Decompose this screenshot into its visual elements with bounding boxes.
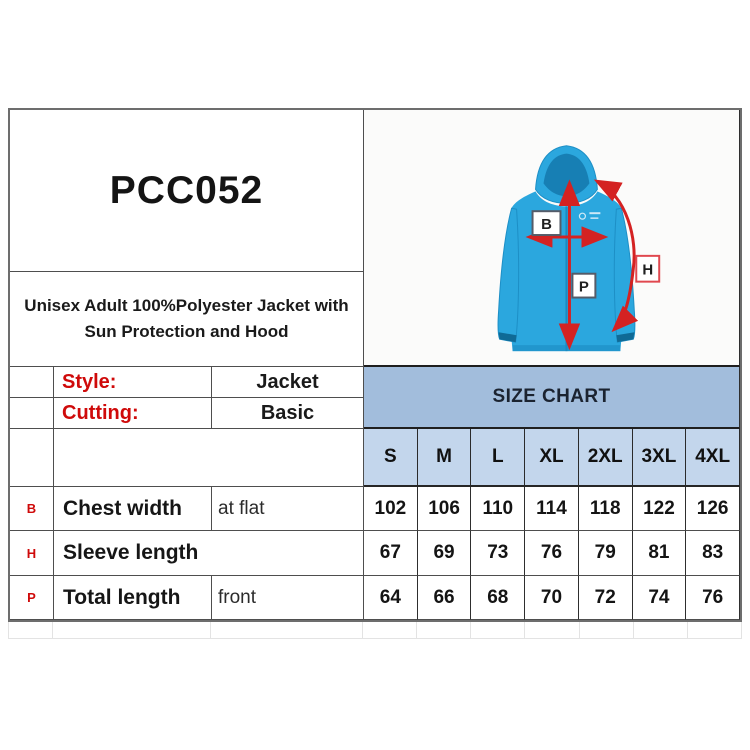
sleeve-length-value-s: 67 — [364, 531, 418, 576]
style-label: Style: — [54, 367, 212, 398]
length-label: P — [578, 278, 589, 296]
blank-cell — [54, 429, 364, 487]
blank-cell — [10, 429, 54, 487]
ghost-cell — [634, 622, 688, 639]
total-length-value-3xl: 74 — [633, 576, 687, 620]
length-label-box — [572, 274, 595, 298]
chest-width-value-2xl: 118 — [579, 487, 633, 531]
ghost-cell — [363, 622, 417, 639]
row-note-chest-width: at flat — [212, 487, 364, 531]
sleeve-length-value-m: 69 — [418, 531, 472, 576]
size-chart-title: SIZE CHART — [364, 367, 740, 429]
description-line-2: Sun Protection and Hood — [84, 322, 289, 341]
description-line-1: Unisex Adult 100%Polyester Jacket with — [24, 296, 349, 315]
sleeve-length-value-2xl: 79 — [579, 531, 633, 576]
ghost-cell — [211, 622, 363, 639]
style-value: Jacket — [212, 367, 364, 398]
sleeve-label: H — [642, 261, 654, 279]
row-key-length: P — [10, 576, 54, 620]
sleeve-length-value-l: 73 — [471, 531, 525, 576]
ghost-cell — [471, 622, 525, 639]
cutting-label: Cutting: — [54, 398, 212, 429]
sleeve-label-box — [636, 256, 659, 282]
blank-cell — [10, 398, 54, 429]
blank-cell — [10, 367, 54, 398]
ghost-cell — [688, 622, 742, 639]
chest-width-value-3xl: 122 — [633, 487, 687, 531]
sleeve-length-value-4xl: 83 — [686, 531, 740, 576]
jacket-left-sleeve — [498, 208, 519, 342]
total-length-value-l: 68 — [471, 576, 525, 620]
row-key-sleeve: H — [10, 531, 54, 576]
jacket-diagram-cell — [364, 110, 740, 367]
size-column-l: L — [471, 429, 525, 487]
chest-label: B — [541, 216, 552, 234]
chest-width-value-l: 110 — [471, 487, 525, 531]
ghost-cell — [580, 622, 634, 639]
ghost-cell — [417, 622, 471, 639]
row-name-chest-width: Chest width — [54, 487, 212, 531]
ghost-cell — [53, 622, 211, 639]
row-key-chest: B — [10, 487, 54, 531]
total-length-value-4xl: 76 — [686, 576, 740, 620]
jacket-illustration — [364, 110, 739, 365]
ghost-cell — [525, 622, 579, 639]
row-name-total-length: Total length — [54, 576, 212, 620]
ghost-cell — [9, 622, 53, 639]
total-length-value-s: 64 — [364, 576, 418, 620]
chest-width-value-4xl: 126 — [686, 487, 740, 531]
sleeve-length-value-3xl: 81 — [633, 531, 687, 576]
size-column-3xl: 3XL — [633, 429, 687, 487]
size-column-s: S — [364, 429, 418, 487]
size-column-2xl: 2XL — [579, 429, 633, 487]
sleeve-length-value-xl: 76 — [525, 531, 579, 576]
chest-width-value-s: 102 — [364, 487, 418, 531]
size-column-xl: XL — [525, 429, 579, 487]
spec-table — [8, 108, 742, 622]
jacket-graphic — [498, 146, 635, 351]
product-description — [10, 272, 364, 367]
product-code: PCC052 — [10, 110, 364, 272]
row-note-total-length: front — [212, 576, 364, 620]
total-length-value-m: 66 — [418, 576, 472, 620]
table-ghost-row — [8, 622, 742, 639]
chest-label-box — [533, 211, 561, 235]
cutting-value: Basic — [212, 398, 364, 429]
size-column-m: M — [418, 429, 472, 487]
size-column-4xl: 4XL — [686, 429, 740, 487]
total-length-value-2xl: 72 — [579, 576, 633, 620]
total-length-value-xl: 70 — [525, 576, 579, 620]
chest-width-value-m: 106 — [418, 487, 472, 531]
row-name-sleeve-length: Sleeve length — [54, 531, 364, 576]
chest-width-value-xl: 114 — [525, 487, 579, 531]
